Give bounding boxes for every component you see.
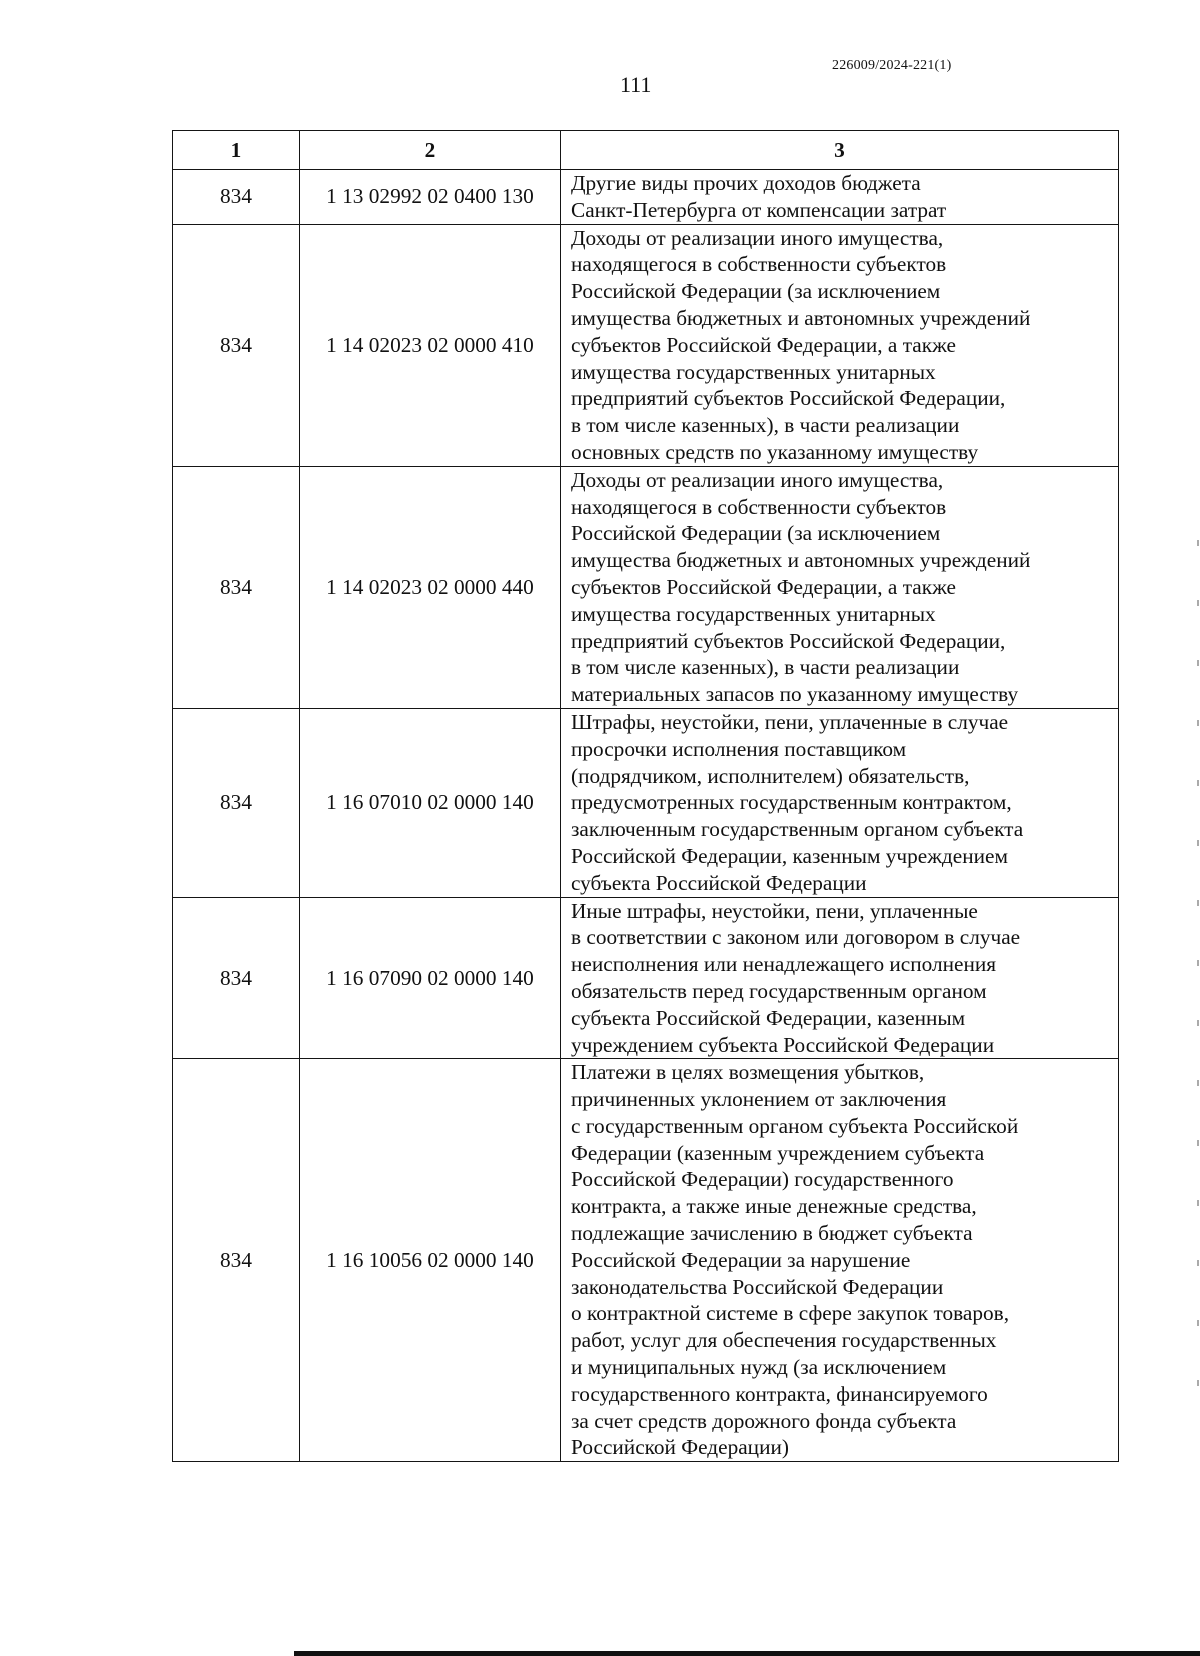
table-row bbox=[173, 224, 1119, 466]
revenue-description-cell bbox=[561, 224, 1119, 466]
description-line: Российской Федерации (за исключением bbox=[571, 521, 941, 546]
description-line: имущества государственных унитарных bbox=[571, 601, 936, 626]
description-line: Российской Федерации (за исключением bbox=[571, 279, 941, 304]
description-line: за счет средств дорожного фонда субъекта bbox=[571, 1408, 957, 1433]
table-row bbox=[173, 708, 1119, 897]
description-line: Российской Федерации) государственного bbox=[571, 1167, 954, 1192]
administrator-code-cell: 834 bbox=[173, 466, 300, 708]
administrator-code-cell: 834 bbox=[173, 897, 300, 1059]
description-line: в соответствии с законом или договором в случае bbox=[571, 925, 1021, 950]
table-row bbox=[173, 466, 1119, 708]
description-line: причиненных уклонением от заключения bbox=[571, 1087, 947, 1112]
description-line: субъекта Российской Федерации bbox=[571, 870, 867, 895]
description-line: контракта, а также иные денежные средства, bbox=[571, 1194, 977, 1219]
description-line: государственного контракта, финансируемого bbox=[571, 1381, 988, 1406]
table-row bbox=[173, 170, 1119, 225]
description-line: имущества бюджетных и автономных учреждений bbox=[571, 305, 1031, 330]
administrator-code-cell: 834 bbox=[173, 170, 300, 225]
description-line: неисполнения или ненадлежащего исполнения bbox=[571, 952, 997, 977]
description-line: (подрядчиком, исполнителем) обязательств, bbox=[571, 763, 970, 788]
description-line: работ, услуг для обеспечения государственных bbox=[571, 1328, 997, 1353]
administrator-code-cell: 834 bbox=[173, 1059, 300, 1462]
description-line: заключенным государственным органом субъекта bbox=[571, 817, 1024, 842]
budget-revenue-codes-table bbox=[172, 130, 1119, 1462]
column-header-1: 1 bbox=[173, 131, 300, 170]
table-row bbox=[173, 897, 1119, 1059]
description-line: имущества государственных унитарных bbox=[571, 359, 936, 384]
description-line: предусмотренных государственным контрактом, bbox=[571, 790, 1012, 815]
description-line: Российской Федерации) bbox=[571, 1435, 789, 1460]
description-line: в том числе казенных), в части реализации bbox=[571, 413, 960, 438]
description-line: Российской Федерации, казенным учреждением bbox=[571, 843, 1008, 868]
table-row bbox=[173, 1059, 1119, 1462]
description-line: материальных запасов по указанному имуществу bbox=[571, 682, 1019, 707]
description-line: имущества бюджетных и автономных учреждений bbox=[571, 548, 1031, 573]
description-line: учреждением субъекта Российской Федерации bbox=[571, 1032, 995, 1057]
description-line: обязательств перед государственным органом bbox=[571, 978, 987, 1003]
revenue-code-cell: 1 16 10056 02 0000 140 bbox=[300, 1059, 561, 1462]
description-line: субъекта Российской Федерации, казенным bbox=[571, 1005, 966, 1030]
description-line: Доходы от реализации иного имущества, bbox=[571, 467, 944, 492]
revenue-code-cell: 1 16 07090 02 0000 140 bbox=[300, 897, 561, 1059]
description-line: находящегося в собственности субъектов bbox=[571, 252, 947, 277]
column-header-3: 3 bbox=[561, 131, 1119, 170]
description-line: о контрактной системе в сфере закупок товаров, bbox=[571, 1301, 1010, 1326]
description-line: Федерации (казенным учреждением субъекта bbox=[571, 1140, 985, 1165]
revenue-description-cell bbox=[561, 708, 1119, 897]
description-line: и муниципальных нужд (за исключением bbox=[571, 1355, 947, 1380]
description-line: законодательства Российской Федерации bbox=[571, 1274, 944, 1299]
description-line: подлежащие зачислению в бюджет субъекта bbox=[571, 1221, 973, 1246]
revenue-description-cell bbox=[561, 1059, 1119, 1462]
revenue-description-cell bbox=[561, 466, 1119, 708]
table-header-row bbox=[173, 131, 1119, 170]
administrator-code-cell: 834 bbox=[173, 708, 300, 897]
document-registration-number: 226009/2024-221(1) bbox=[832, 58, 952, 73]
scan-edge-marks bbox=[1197, 540, 1199, 1400]
description-line: Другие виды прочих доходов бюджета bbox=[571, 171, 921, 195]
revenue-code-cell: 1 14 02023 02 0000 410 bbox=[300, 224, 561, 466]
revenue-code-cell: 1 16 07010 02 0000 140 bbox=[300, 708, 561, 897]
column-header-2: 2 bbox=[300, 131, 561, 170]
description-line: Доходы от реализации иного имущества, bbox=[571, 225, 944, 250]
description-line: основных средств по указанному имуществу bbox=[571, 439, 979, 464]
description-line: субъектов Российской Федерации, а также bbox=[571, 574, 956, 599]
description-line: находящегося в собственности субъектов bbox=[571, 494, 947, 519]
revenue-description-cell bbox=[561, 897, 1119, 1059]
description-line: Иные штрафы, неустойки, пени, уплаченные bbox=[571, 898, 978, 923]
description-line: Платежи в целях возмещения убытков, bbox=[571, 1060, 925, 1085]
scan-bottom-edge bbox=[294, 1651, 1200, 1656]
description-line: Штрафы, неустойки, пени, уплаченные в случае bbox=[571, 709, 1009, 734]
revenue-description-cell bbox=[561, 170, 1119, 225]
table-body bbox=[173, 170, 1119, 1462]
description-line: с государственным органом субъекта Российской bbox=[571, 1113, 1019, 1138]
description-line: субъектов Российской Федерации, а также bbox=[571, 332, 956, 357]
page-number: 111 bbox=[620, 72, 652, 97]
description-line: предприятий субъектов Российской Федерации, bbox=[571, 386, 1006, 411]
administrator-code-cell: 834 bbox=[173, 224, 300, 466]
description-line: просрочки исполнения поставщиком bbox=[571, 736, 907, 761]
revenue-code-cell: 1 14 02023 02 0000 440 bbox=[300, 466, 561, 708]
description-line: Санкт-Петербурга от компенсации затрат bbox=[571, 197, 947, 222]
description-line: Российской Федерации за нарушение bbox=[571, 1247, 911, 1272]
description-line: в том числе казенных), в части реализации bbox=[571, 655, 960, 680]
revenue-code-cell: 1 13 02992 02 0400 130 bbox=[300, 170, 561, 225]
description-line: предприятий субъектов Российской Федерации, bbox=[571, 628, 1006, 653]
